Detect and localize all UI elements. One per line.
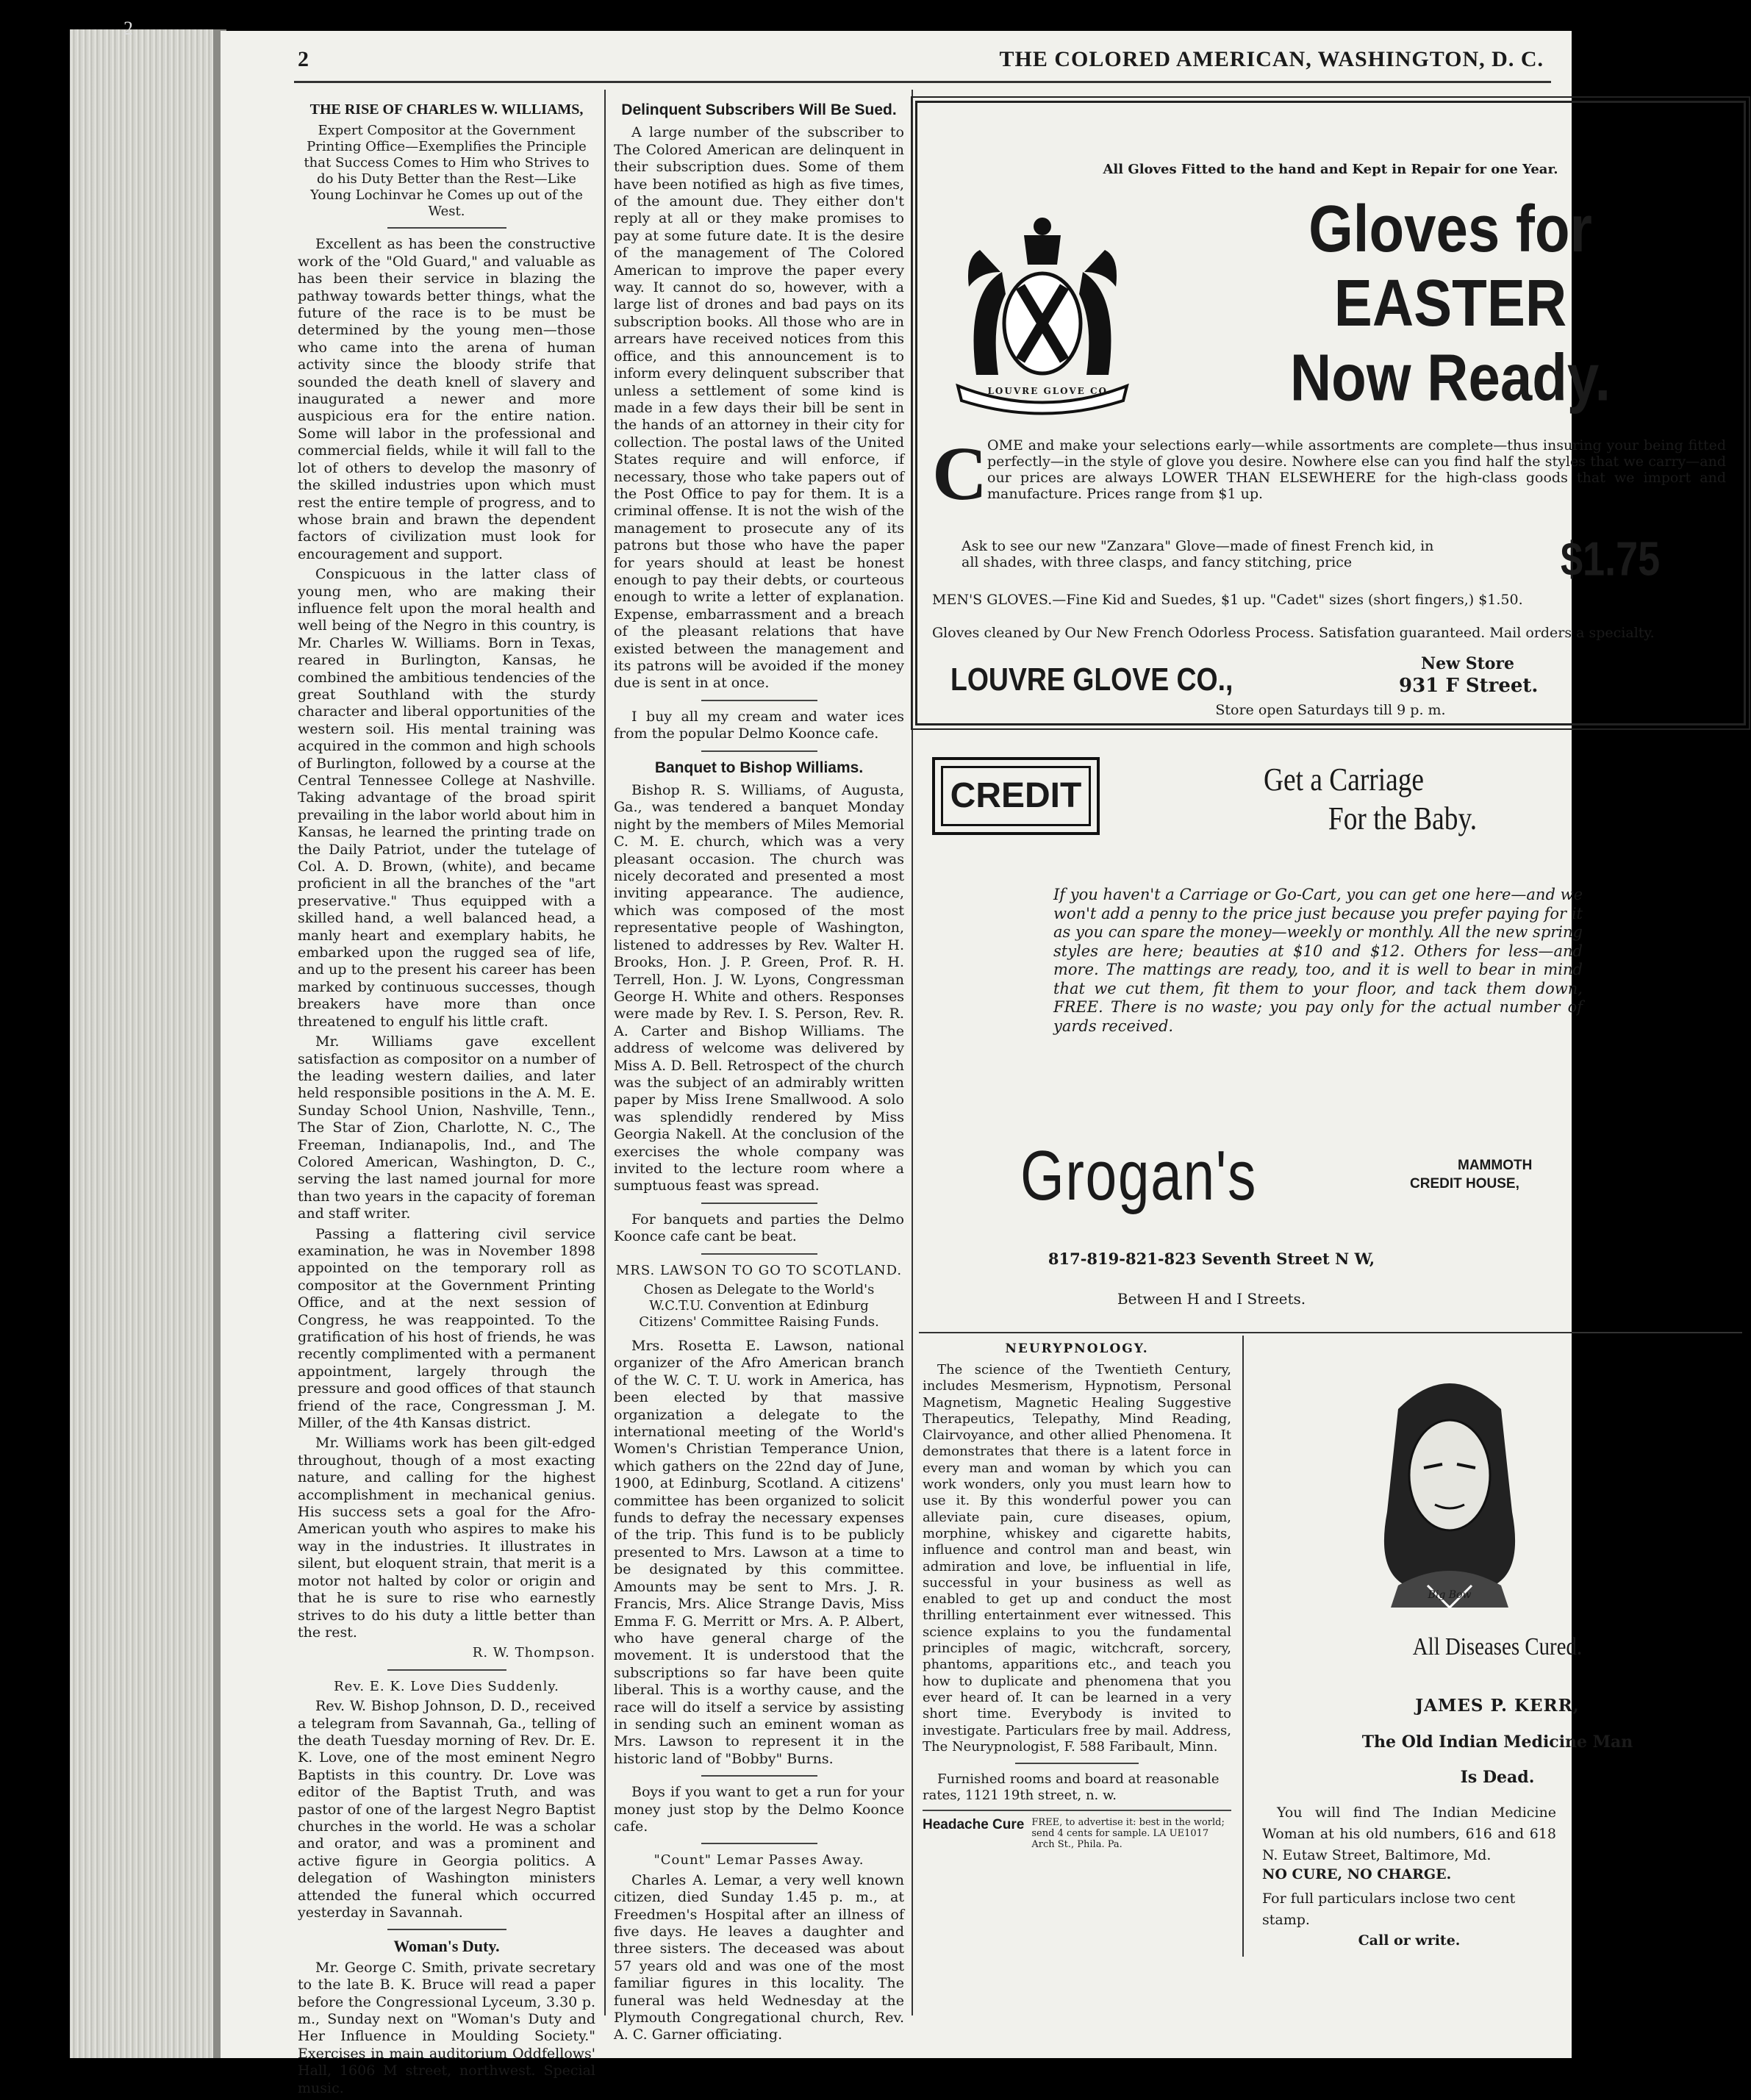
crest-banner: LOUVRE GLOVE CO.: [987, 386, 1112, 396]
byline: R. W. Thompson.: [472, 1645, 595, 1661]
grogans-between: Between H and I Streets.: [1117, 1290, 1306, 1308]
carriage-headline-2: For the Baby.: [1328, 800, 1478, 836]
article-paragraph: Charles A. Lemar, a very well known citizen, died Sunday 1.45 p. m., at Freedmen's Hospital after an illness of five days. He leaves a daughter and three sisters. The deceased was about 57 years old and was one of the most familiar figures in this locality. The funeral was held Wednesday at the Plymouth Congregational church, Rev. A. C. Garner officiating.: [614, 1871, 904, 2043]
glove-ad-top-line: All Gloves Fitted to the hand and Kept in Repair for one Year.: [1103, 162, 1558, 177]
column-rule: [912, 90, 913, 2015]
headline-love: Rev. E. K. Love Dies Suddenly.: [334, 1678, 559, 1694]
article-paragraph: Passing a flattering civil service examination, he was in November 1898 appointed on the temporary roll as compositor at the Government Printing Office, and at the next session of Congress, he was reappointed. To the gratification of his host of friends, he was recently complimented with a permanent appointment, largely through the pressure and good offices of that staunch friend of the race, Congressman J. M. Miller, of the 4th Kansas district.: [298, 1225, 595, 1432]
mens-gloves-text: MEN'S GLOVES.—Fine Kid and Suedes, $1 up. "Cadet" sizes (short fingers,) $1.50.: [932, 592, 1523, 608]
kerr-line-2: Is Dead.: [1460, 1768, 1535, 1787]
carriage-headline-1: Get a Carriage: [1263, 761, 1425, 798]
divider: [701, 750, 817, 752]
corner-mark: 2: [298, 47, 309, 71]
article-paragraph: Mr. Williams work has been gilt-edged throughout, though of a most exacting nature, and calling for the highest accomplishment in mechanical genius. His success sets a goal for the Afro-American youth who aspires to make his way in the industries. It illustrates in silent, but eloquent strain, that merit is a motor not halted by color or origin and that he is sure to rise who earnestly strives to do his duty a little better than the rest.: [298, 1435, 595, 1641]
portrait-label: Big Bow: [1428, 1589, 1472, 1601]
newspaper-page: [221, 31, 1726, 2096]
headline-line: Gloves for: [1308, 191, 1592, 266]
headline-delinquent: Delinquent Subscribers Will Be Sued.: [621, 101, 897, 118]
neurypnology-body: The science of the Twentieth Century, includes Mesmerism, Hypnotism, Personal Magnetism, Magnetic Healing Suggestive Therapeutics, Telepathy, Mind Reading, Clairvoyance, and other allied Phenomena. It demonstrates that there is a latent force in every man and woman by which you can work wonders, only you must learn how to use it. By this wonderful power you can alleviate pain, cure diseases, opium, morphine, whiskey and cigarette habits, influence and control man and beast, win admiration and love, be influential in life, successful in your business as well as enabled to get up and conduct the most thrilling entertainment ever witnessed. This science explains to you the fundamental principles of magic, witchcraft, sorcery, phantoms, apparitions etc., and teach you how to duplicate and phenomena that you ever heard of. It can be learned in a very short time. Everybody is invited to investigate. Particulars free by mail. Address, The Neurypnologist, F. 588 Faribault, Minn.: [923, 1362, 1231, 1755]
drop-cap: C: [932, 431, 988, 516]
kerr-line-1: The Old Indian Medicine Man: [1361, 1732, 1633, 1752]
article-paragraph: Mrs. Rosetta E. Lawson, national organizer of the Afro American branch of the W. C. T. U. work in America, has been elected by that massive organization a delegate to the international meeting of the World's Women's Christian Temperance Union, which gathers on the 22nd day of June, 1900, at Edinburg, Scotland. A citizens' committee has been organized to solicit funds to defray the necessary expenses of the trip. This fund is to be publicly presented to Mrs. Lawson at a time to be designated by this committee. Amounts may be sent to Mrs. J. R. Francis, Mrs. Alice Strange Davis, Miss Emma F. G. Merritt or Mrs. A. P. Albert, who have general charge of the movement. It is understood that the subscriptions so far have been quite liberal. This is a worthy cause, and the race will do itself a service by assisting in sending such an eminent woman as Mrs. Lawson to represent it in the historic land of "Bobby" Burns.: [614, 1338, 904, 1767]
article-paragraph: For banquets and parties the Delmo Koonce cafe cant be beat.: [614, 1211, 904, 1245]
neurypnology-advertisement: [923, 1336, 1231, 1957]
article-paragraph: Mr. George C. Smith, private secretary to the late B. K. Bruce will read a paper before the Congressional Lyceum, 3.30 p. m., Sunday next on "Woman's Duty and Her Influence in Moulding Society." Exercises in main auditorium Oddfellows' Hall, 1606 M street, northwest. Special music.: [298, 1959, 595, 2096]
new-store-label: New Store: [1421, 654, 1515, 673]
grogans-name: Grogan's: [1020, 1136, 1258, 1215]
article-paragraph: Excellent as has been the constructive work of the "Old Guard," and valuable as has been their service in blazing the pathway towards better things, what the future of the race is to be must be determined by the young men—those who came into the arena of human activity since the bloody strife that sounded the death knell of slavery and inaugurated a newer and more auspicious era for the entire nation. Some will labor in the professional and commercial fields, while it will fall to the lot of others to develop the masonry of the skilled industries upon which must rest the entire temple of progress, and to whose brain and brawn the dependent factors of civilization must look for encouragement and support.: [298, 236, 595, 562]
article-paragraph: I buy all my cream and water ices from the popular Delmo Koonce cafe.: [614, 708, 904, 742]
glove-ad-body: OME and make your selections early—while assortments are complete—thus insuring your being fitted perfectly—in the style of glove you desire. Nowhere else can you find half the styles that we carry—and our prices are always LOWER THAN ELSEWHERE for the high-class goods that we import and manufacture. Prices range from $1 up.: [987, 437, 1726, 502]
medicine-man-advertisement: [1242, 1336, 1751, 1957]
article-paragraph: Rev. W. Bishop Johnson, D. D., received a telegram from Savannah, Ga., telling of the death Tuesday morning of Rev. Dr. E. K. Love, one of the most eminent Negro Baptists in this country. Dr. Love was editor of the Baptist Truth, and was pastor of one of the largest Negro Baptist churches in the world. He was a scholar and orator, and was a prominent and active figure in Georgia politics. A delegation of Washington ministers attended the funeral which occurred yesterday in Savannah.: [298, 1698, 595, 1921]
glove-address: 931 F Street.: [1399, 675, 1539, 697]
headline-womans-duty: Woman's Duty.: [393, 1937, 500, 1956]
headline-banquet: Banquet to Bishop Williams.: [654, 759, 864, 776]
divider: [1015, 1763, 1139, 1764]
headache-cure-text: FREE, to advertise it: best in the world; send 4 cents for sample. LA UE1017 Arch St., Phila. Pa.: [1031, 1817, 1225, 1851]
kerr-headline: All Diseases Cured.: [1412, 1633, 1583, 1660]
carriage-body: If you haven't a Carriage or Go-Cart, you can get one here—and we won't add a penny to the price just because you prefer paying for it as you can spare the money—weekly or monthly. All the new spring styles are here; beauties at $10 and $12. Others for less—and more. The mattings are ready, too, and it is well to bear in mind that we cut them, fit them to your floor, and tack them down, FREE. There is no waste; you pay only for the actual number of yards received.: [1053, 886, 1583, 1035]
kerr-body-2: For full particulars inclose two cent stamp.: [1262, 1891, 1516, 1928]
kerr-nocure: NO CURE, NO CHARGE.: [1262, 1866, 1452, 1882]
divider: [701, 1253, 817, 1255]
grogans-address: 817-819-821-823 Seventh Street N W,: [1048, 1250, 1375, 1268]
headline-lemar: "Count" Lemar Passes Away.: [654, 1852, 864, 1868]
headline-williams: THE RISE OF CHARLES W. WILLIAMS,: [309, 101, 584, 118]
article-paragraph: Conspicuous in the latter class of young men, who are making their influence felt upon the moral health and well being of the Negro in this country, is Mr. Charles W. Williams. Born in Texas, reared in Burlington, Kansas, he combined the ambitious tendencies of the great Southland with the sturdy character and liberal opportunities of the western soil. His mental training was acquired in the common and high schools of Burlington, followed by a course at the Central Tennessee College at Nashville. Taking advantage of the broad spirit prevailing in the labor world about him in Kansas, he learned the printing trade on the Daily Patriot, under the tutelage of Col. A. D. Brown, (white), and became proficient in all the branches of the "art preservative." Thus equipped with a skilled hand, a well balanced head, a manly heart and exemplary habits, he embarked upon the rugged sea of life, and up to the present his career has been marked by continuous successes, though breakers have more than once threatened to engulf his little craft.: [298, 566, 595, 1030]
divider: [701, 1843, 817, 1844]
divider: [701, 700, 817, 701]
headline-line: Now Ready.: [1289, 340, 1611, 415]
headache-cure-label: Headache Cure: [923, 1817, 1025, 1833]
kerr-call: Call or write.: [1358, 1932, 1461, 1949]
glove-price: $1.75: [1561, 533, 1661, 586]
divider: [387, 1929, 506, 1930]
page-number: 2: [123, 18, 133, 39]
column-1: [298, 97, 595, 2100]
column-rule: [604, 90, 606, 2015]
neurypnology-headline: NEURYPNOLOGY.: [1005, 1341, 1149, 1356]
kerr-body: You will find The Indian Medicine Woman at his old numbers, 616 and 618 N. Eutaw Street, Baltimore, Md.: [1262, 1805, 1556, 1863]
deck-williams: Expert Compositor at the Government Printing Office—Exemplifies the Principle that Success Comes to Him who Strives to do his Duty Better than the Rest—Like Young Lochinvar he Comes up out of the West.: [304, 123, 590, 220]
column-2: [614, 96, 904, 2047]
headline-line: EASTER: [1333, 265, 1567, 340]
glove-firm-name: LOUVRE GLOVE CO.,: [950, 662, 1233, 698]
zanzara-text: Ask to see our new "Zanzara" Glove—made of finest French kid, in all shades, with three clasps, and fancy stitching, price: [962, 538, 1434, 570]
masthead-rule: [294, 81, 1551, 83]
article-paragraph: Bishop R. S. Williams, of Augusta, Ga., was tendered a banquet Monday night by the members of Miles Memorial C. M. E. church, which was a very pleasant occasion. The church was nicely decorated and presented a most inviting appearance. The audience, which was composed of the most representative people of Washington, listened to addresses by Rev. Walter H. Brooks, Hon. J. P. Green, Prof. R. H. Terrell, Hon. J. W. Lyons, Congressman George H. White and others. Responses were made by Rev. I. S. Person, Rev. R. A. Carter and Bishop Williams. The address of welcome was delivered by Miss A. D. Bell. Retrospect of the church was the subject of an admirably written paper by Miss Irene Smallwood. A solo was splendidly rendered by Miss Georgia Nakell. At the conclusion of the exercises the whole company was invited to the lecture room where a sumptuous feast was spread.: [614, 782, 904, 1194]
book-binding: [70, 29, 224, 2058]
grogans-sub-2: CREDIT HOUSE,: [1410, 1176, 1519, 1191]
rooms-notice: Furnished rooms and board at reasonable rates, 1121 19th street, n. w.: [923, 1771, 1220, 1804]
headline-lawson: MRS. LAWSON TO GO TO SCOTLAND.: [615, 1262, 903, 1278]
credit-box: CREDIT: [941, 766, 1091, 826]
divider: [923, 1810, 1231, 1811]
portrait-icon: [1354, 1365, 1545, 1615]
glove-headline: [1167, 191, 1733, 415]
masthead: THE COLORED AMERICAN, WASHINGTON, D. C.: [999, 47, 1544, 71]
store-hours: Store open Saturdays till 9 p. m.: [1215, 702, 1446, 718]
article-paragraph: Boys if you want to get a run for your money just stop by the Delmo Koonce cafe.: [614, 1784, 904, 1835]
ad-divider: [919, 1332, 1742, 1333]
divider: [387, 227, 506, 229]
divider: [387, 1669, 506, 1671]
carriage-advertisement: [925, 735, 1733, 1316]
grogans-sub-1: MAMMOTH: [1458, 1158, 1533, 1173]
divider: [701, 1203, 817, 1204]
glove-advertisement: [915, 101, 1746, 725]
cleaning-text: Gloves cleaned by Our New French Odorless Process. Satisfation guaranteed. Mail orders a specialty.: [932, 625, 1655, 641]
kerr-name: JAMES P. KERR,: [1415, 1696, 1580, 1716]
divider: [701, 1775, 817, 1777]
deck-lawson: Chosen as Delegate to the World's W.C.T.U. Convention at Edinburg Citizens' Committee Raising Funds.: [639, 1282, 879, 1330]
article-paragraph: Mr. Williams gave excellent satisfaction as compositor on a number of the leading western dailies, and later held responsible positions in the A. M. E. Sunday School Union, Nashville, Tenn., The Star of Zion, Charlotte, N. C., The Freeman, Indianapolis, Ind., and The Colored American, Washington, D. C., serving the last named journal for more than two years in the capacity of foreman and staff writer.: [298, 1033, 595, 1222]
article-paragraph: A large number of the subscriber to The Colored American are delinquent in their subscription dues. Some of them have been notified as high as five times, of the amount due. They either don't reply at all or they make promises to pay at some future date. It is the desire of the management of The Colored American to improve the paper every way. It cannot do so, however, with a large list of drones and bad pays on its subscription books. All those who are in arrears have received notices from this office, and this announcement is to inform every delinquent subscriber that unless a settlement of some kind is made in a few days their bill be sent in the hands of an attorney in their city for collection. The postal laws of the United States require and will enforce, if necessary, those who take papers out of the Post Office to pay for them. It is a criminal offense. It is not the wish of the management to prosecute any of its patrons but those who have the paper for years should at least be honest enough to pay their debts, or courteous enough to write a letter of explanation. Expense, embarrassment and a breach of the pleasant relations that have existed between the management and its patrons will be avoided if the money due is sent in at once.: [614, 124, 904, 692]
